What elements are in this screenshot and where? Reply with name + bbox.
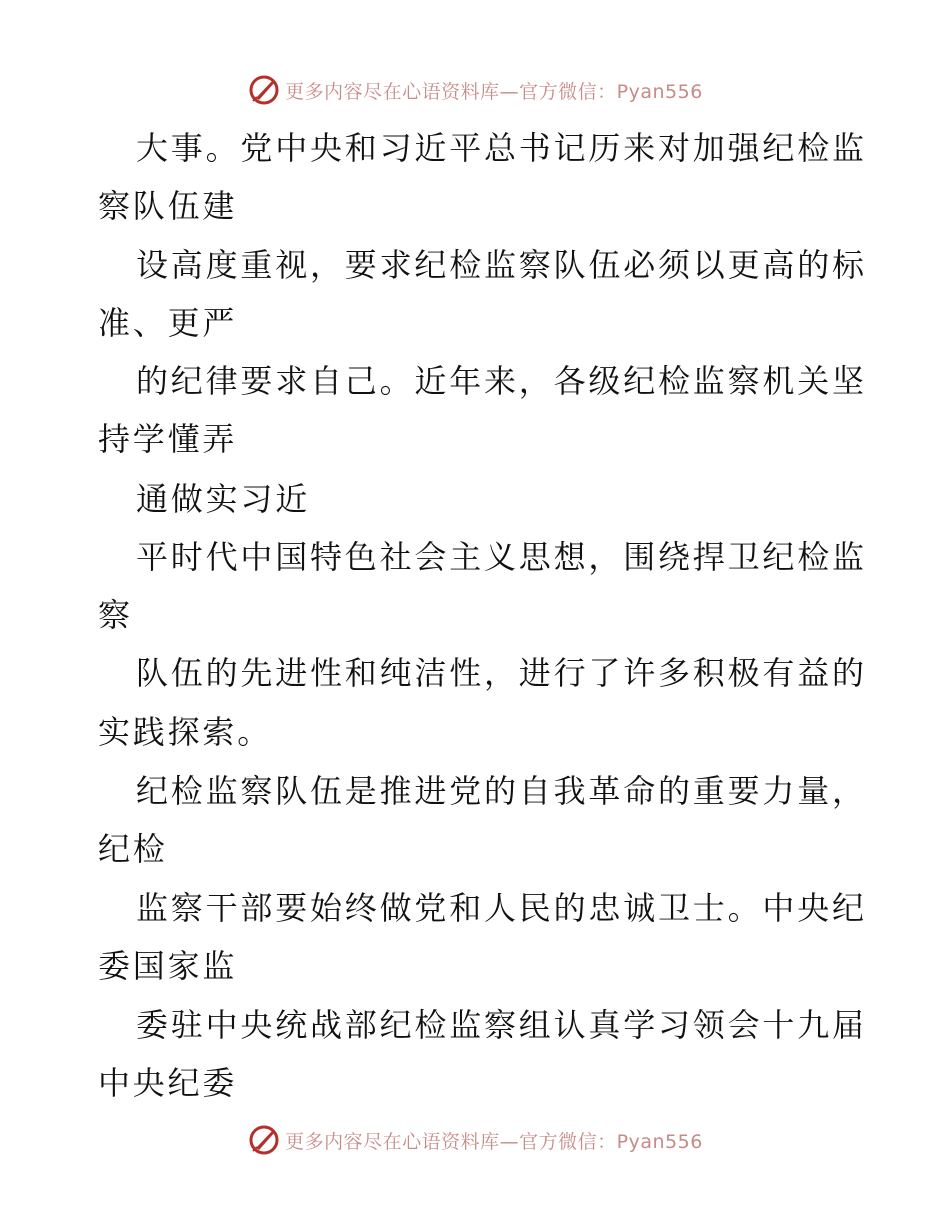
body-line: 大事。党中央和习近平总书记历来对加强纪检监 [136, 129, 867, 167]
footer-banner-inner [247, 1123, 703, 1157]
footer-banner-text: 更多内容尽在心语资料库—官方微信：Pyan556 [285, 1130, 703, 1153]
body-line: 委国家监 [98, 947, 238, 985]
body-line: 监察干部要始终做党和人民的忠诚卫士。中央纪 [136, 889, 867, 927]
body-line: 纪检 [98, 830, 168, 868]
footer-banner [0, 1120, 950, 1160]
body-line: 设高度重视，要求纪检监察队伍必须以更高的标 [136, 246, 867, 284]
body-line: 中央纪委 [98, 1064, 238, 1102]
body-line: 委驻中央统战部纪检监察组认真学习领会十九届 [136, 1006, 867, 1044]
quill-logo-icon [247, 73, 281, 107]
body-line: 纪检监察队伍是推进党的自我革命的重要力量， [136, 772, 867, 810]
header-banner [0, 70, 950, 110]
quill-logo-icon [247, 1123, 281, 1157]
body-line: 队伍的先进性和纯洁性，进行了许多积极有益的 [136, 654, 867, 692]
body-line: 平时代中国特色社会主义思想，围绕捍卫纪检监 [136, 538, 867, 576]
body-line: 持学懂弄 [98, 420, 238, 458]
body-line: 察队伍建 [98, 187, 238, 225]
header-banner-text: 更多内容尽在心语资料库—官方微信：Pyan556 [285, 80, 703, 103]
body-line: 的纪律要求自己。近年来，各级纪检监察机关坚 [136, 362, 867, 400]
header-banner-inner [247, 73, 703, 107]
body-line: 通做实习近 [136, 480, 311, 518]
body-line: 察 [98, 596, 133, 634]
body-line: 准、更严 [98, 304, 238, 342]
body-line: 实践探索。 [98, 713, 273, 751]
